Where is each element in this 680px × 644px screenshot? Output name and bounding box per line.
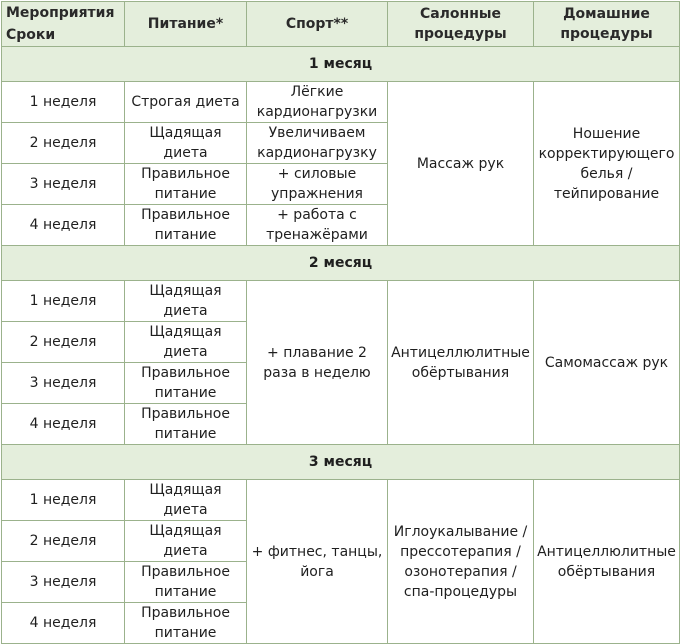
header-sport: Спорт** (247, 2, 388, 47)
header-terms-label: Сроки (6, 27, 56, 43)
sport-cell: + работа с тренажёрами (247, 205, 388, 246)
sport-cell: + фитнес, танцы, йога (247, 480, 388, 644)
week-label: 4 неделя (2, 404, 125, 445)
nutrition-cell: Правильное питание (125, 404, 247, 445)
home-cell: Самомассаж рук (534, 281, 680, 445)
sport-cell: + силовые упражнения (247, 164, 388, 205)
nutrition-cell: Правильное питание (125, 562, 247, 603)
week-label: 2 неделя (2, 322, 125, 363)
nutrition-cell: Строгая диета (125, 82, 247, 123)
week-label: 4 неделя (2, 603, 125, 644)
salon-cell: Иглоукалывание / прессотерапия / озонотерапия / спа-процедуры (388, 480, 534, 644)
header-activities-terms (2, 2, 125, 47)
nutrition-cell: Правильное питание (125, 205, 247, 246)
month-title: 2 месяц (2, 246, 680, 281)
week-row (2, 82, 680, 123)
nutrition-cell: Правильное питание (125, 603, 247, 644)
month-row (2, 445, 680, 480)
nutrition-cell: Правильное питание (125, 363, 247, 404)
month-title: 3 месяц (2, 445, 680, 480)
header-activities-label: Мероприятия (6, 5, 115, 21)
nutrition-cell: Щадящая диета (125, 123, 247, 164)
header-nutrition: Питание* (125, 2, 247, 47)
month-row (2, 47, 680, 82)
salon-cell: Массаж рук (388, 82, 534, 246)
nutrition-cell: Щадящая диета (125, 480, 247, 521)
week-label: 1 неделя (2, 480, 125, 521)
nutrition-cell: Правильное питание (125, 164, 247, 205)
nutrition-cell: Щадящая диета (125, 281, 247, 322)
header-row (2, 2, 680, 47)
salon-cell: Антицеллюлитные обёртывания (388, 281, 534, 445)
month-row (2, 246, 680, 281)
week-row (2, 281, 680, 322)
week-label: 3 неделя (2, 164, 125, 205)
week-label: 1 неделя (2, 281, 125, 322)
week-label: 1 неделя (2, 82, 125, 123)
sport-cell: Лёгкие кардионагрузки (247, 82, 388, 123)
home-cell: Антицеллюлитные обёртывания (534, 480, 680, 644)
nutrition-cell: Щадящая диета (125, 322, 247, 363)
home-cell: Ношение корректирующего белья / тейпирование (534, 82, 680, 246)
sport-cell: + плавание 2 раза в неделю (247, 281, 388, 445)
header-salon: Салонные процедуры (388, 2, 534, 47)
plan-table (1, 1, 680, 644)
week-label: 2 неделя (2, 123, 125, 164)
month-title: 1 месяц (2, 47, 680, 82)
week-label: 3 неделя (2, 363, 125, 404)
week-label: 3 неделя (2, 562, 125, 603)
header-home: Домашние процедуры (534, 2, 680, 47)
nutrition-cell: Щадящая диета (125, 521, 247, 562)
week-label: 2 неделя (2, 521, 125, 562)
week-label: 4 неделя (2, 205, 125, 246)
week-row (2, 480, 680, 521)
sport-cell: Увеличиваем кардионагрузку (247, 123, 388, 164)
